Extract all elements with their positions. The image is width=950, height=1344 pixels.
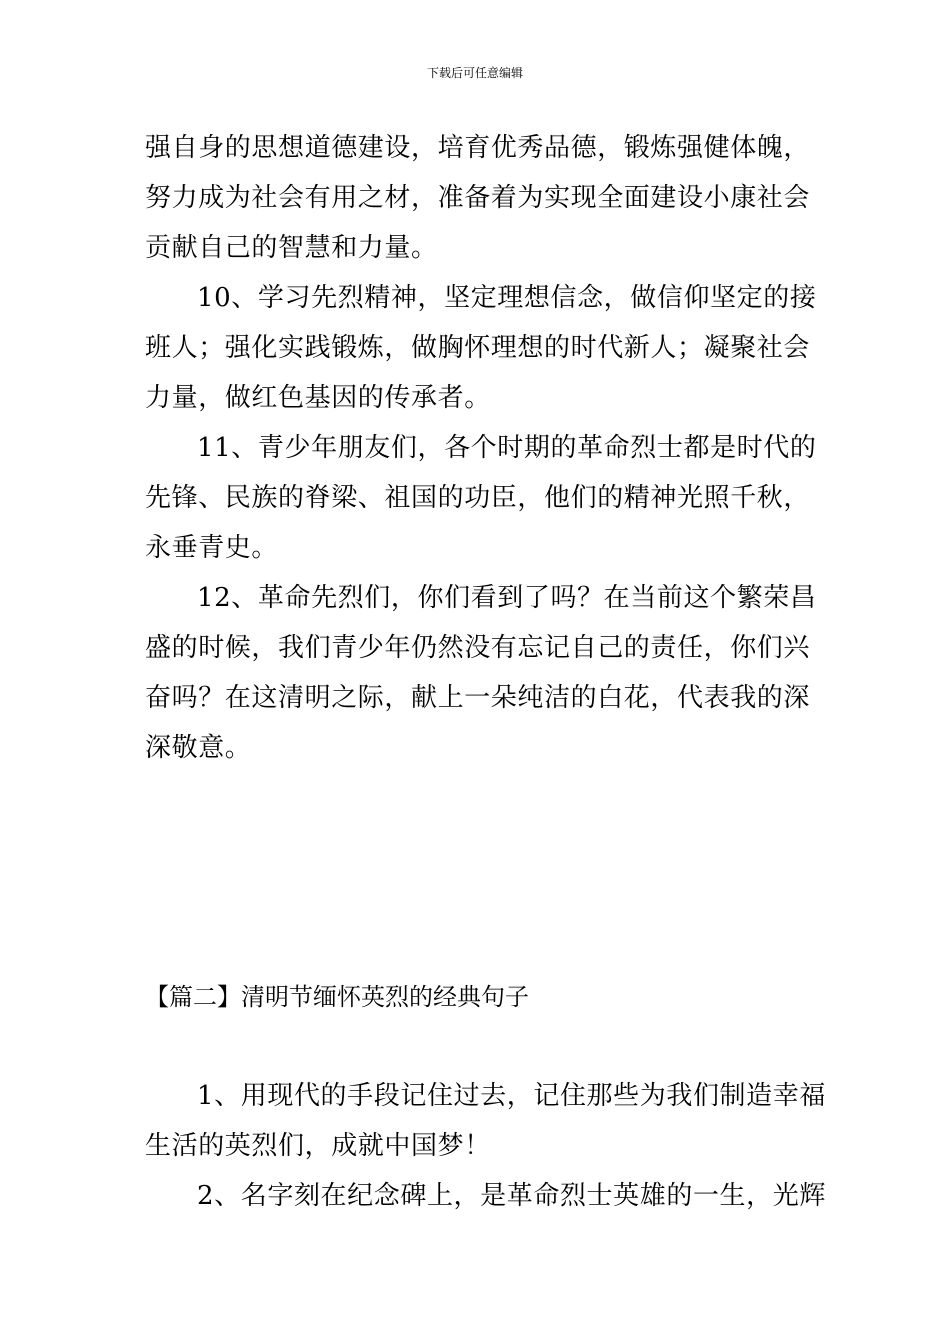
- text-line: 盛的时候，我们青少年仍然没有忘记自己的责任，你们兴: [145, 633, 811, 663]
- text-line: 奋吗？在这清明之际，献上一朵纯洁的白花，代表我的深: [145, 683, 811, 713]
- page-header: 下载后可任意编辑: [426, 66, 523, 80]
- text-line: 生活的英烈们，成就中国梦！: [145, 1131, 491, 1161]
- text-line: 贡献自己的智慧和力量。: [145, 233, 438, 263]
- text-line: 深敬意。: [145, 733, 252, 763]
- text-line: 强自身的思想道德建设，培育优秀品德，锻炼强健体魄，: [145, 133, 811, 163]
- text-line: 力量，做红色基因的传承者。: [145, 383, 491, 413]
- text-line: 先锋、民族的脊梁、祖国的功臣，他们的精神光照千秋，: [145, 483, 811, 513]
- text-line: 10、学习先烈精神，坚定理想信念，做信仰坚定的接: [197, 283, 817, 313]
- text-line: 努力成为社会有用之材，准备着为实现全面建设小康社会: [145, 183, 811, 213]
- text-line: 2、名字刻在纪念碑上，是革命烈士英雄的一生，光辉: [197, 1181, 826, 1211]
- text-line: 12、革命先烈们，你们看到了吗？在当前这个繁荣昌: [197, 583, 817, 613]
- text-line: 班人；强化实践锻炼，做胸怀理想的时代新人；凝聚社会: [145, 333, 811, 363]
- section-heading: 【篇二】清明节缅怀英烈的经典句子: [145, 983, 529, 1011]
- text-line: 11、青少年朋友们，各个时期的革命烈士都是时代的: [197, 433, 817, 463]
- text-line: 永垂青史。: [145, 533, 279, 563]
- text-line: 1、用现代的手段记住过去，记住那些为我们制造幸福: [197, 1081, 826, 1111]
